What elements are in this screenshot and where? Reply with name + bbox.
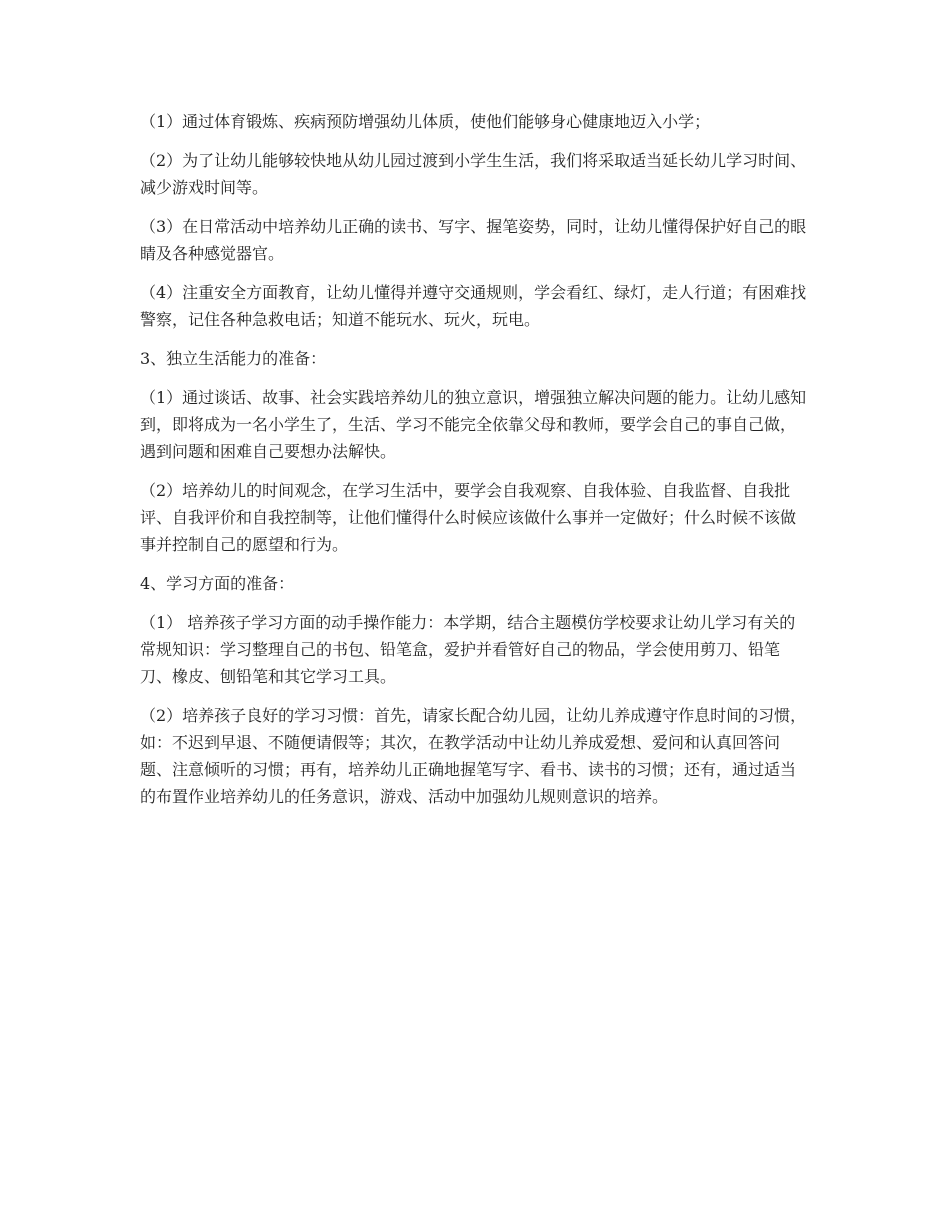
paragraph-health-4: （4）注重安全方面教育，让幼儿懂得并遵守交通规则，学会看红、绿灯，走人行道；有困难找警察，记住各种急救电话；知道不能玩水、玩火，玩电。 bbox=[140, 283, 807, 329]
paragraph-independence-1: （1）通过谈话、故事、社会实践培养幼儿的独立意识，增强独立解决问题的能力。让幼儿感知到，即将成为一名小学生了，生活、学习不能完全依靠父母和教师，要学会自己的事自己做，遇到问题和困难自己要想办法解快。 bbox=[140, 388, 807, 461]
section-heading-independence: 3、独立生活能力的准备： bbox=[140, 349, 327, 368]
paragraph-health-1: （1）通过体育锻炼、疾病预防增强幼儿体质，使他们能够身心健康地迈入小学； bbox=[140, 112, 711, 131]
paragraph-learning-1: （1） 培养孩子学习方面的动手操作能力：本学期，结合主题模仿学校要求让幼儿学习有关的常规知识：学习整理自己的书包、铅笔盒，爱护并看管好自己的物品，学会使用剪刀、铅笔刀、橡皮、刨铅笔和其它学习工具。 bbox=[140, 613, 796, 686]
paragraph-learning-2: （2）培养孩子良好的学习习惯：首先，请家长配合幼儿园，让幼儿养成遵守作息时间的习惯，如：不迟到早退、不随便请假等；其次，在教学活动中让幼儿养成爱想、爱问和认真回答问题、注意倾听的习惯；再有，培养幼儿正确地握笔写字、看书、读书的习惯；还有，通过适当的布置作业培养幼儿的任务意识，游戏、活动中加强幼儿规则意识的培养。 bbox=[140, 706, 807, 806]
paragraph-health-2: （2）为了让幼儿能够较快地从幼儿园过渡到小学生生活，我们将采取适当延长幼儿学习时间、减少游戏时间等。 bbox=[140, 151, 807, 197]
document-body bbox=[140, 108, 810, 822]
paragraph-independence-2: （2）培养幼儿的时间观念，在学习生活中，要学会自我观察、自我体验、自我监督、自我批评、自我评价和自我控制等，让他们懂得什么时候应该做什么事并一定做好；什么时候不该做事并控制自己的愿望和行为。 bbox=[140, 481, 797, 554]
paragraph-health-3: （3）在日常活动中培养幼儿正确的读书、写字、握笔姿势，同时，让幼儿懂得保护好自己的眼睛及各种感觉器官。 bbox=[140, 217, 807, 263]
section-heading-learning: 4、学习方面的准备： bbox=[140, 574, 295, 593]
